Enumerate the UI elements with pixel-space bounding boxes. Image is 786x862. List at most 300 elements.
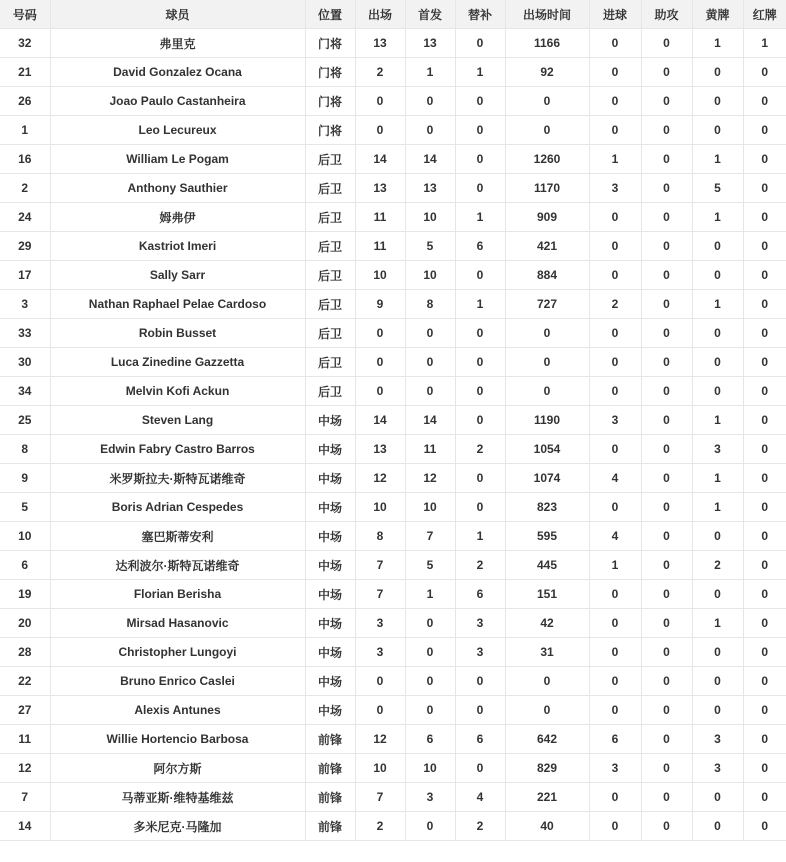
cell-number: 25: [0, 406, 50, 435]
cell-player: Willie Hortencio Barbosa: [50, 725, 305, 754]
cell-player: Leo Lecureux: [50, 116, 305, 145]
cell-substitute: 0: [455, 261, 505, 290]
cell-player: 马蒂亚斯·维特基维兹: [50, 783, 305, 812]
cell-substitute: 3: [455, 638, 505, 667]
cell-goals: 0: [589, 261, 641, 290]
table-row: [0, 754, 786, 783]
cell-minutes: 1170: [505, 174, 589, 203]
cell-goals: 0: [589, 58, 641, 87]
table-row: [0, 812, 786, 841]
cell-starts: 3: [405, 783, 455, 812]
cell-starts: 14: [405, 406, 455, 435]
cell-number: 30: [0, 348, 50, 377]
cell-appearances: 11: [355, 203, 405, 232]
cell-goals: 1: [589, 145, 641, 174]
cell-substitute: 0: [455, 754, 505, 783]
cell-minutes: 884: [505, 261, 589, 290]
col-header-minutes: 出场时间: [505, 0, 589, 29]
table-row: [0, 145, 786, 174]
cell-assists: 0: [641, 580, 692, 609]
cell-substitute: 2: [455, 435, 505, 464]
cell-number: 8: [0, 435, 50, 464]
cell-assists: 0: [641, 29, 692, 58]
cell-minutes: 0: [505, 87, 589, 116]
cell-assists: 0: [641, 667, 692, 696]
cell-yellow-cards: 0: [692, 638, 743, 667]
cell-goals: 0: [589, 116, 641, 145]
cell-position: 后卫: [305, 232, 355, 261]
cell-position: 前锋: [305, 725, 355, 754]
cell-assists: 0: [641, 377, 692, 406]
cell-appearances: 3: [355, 609, 405, 638]
cell-starts: 0: [405, 87, 455, 116]
col-header-goals: 进球: [589, 0, 641, 29]
cell-substitute: 0: [455, 667, 505, 696]
cell-number: 10: [0, 522, 50, 551]
cell-yellow-cards: 0: [692, 812, 743, 841]
cell-goals: 0: [589, 319, 641, 348]
cell-position: 后卫: [305, 290, 355, 319]
cell-player: Edwin Fabry Castro Barros: [50, 435, 305, 464]
cell-assists: 0: [641, 58, 692, 87]
cell-player: David Gonzalez Ocana: [50, 58, 305, 87]
cell-position: 后卫: [305, 319, 355, 348]
cell-goals: 1: [589, 551, 641, 580]
cell-appearances: 14: [355, 145, 405, 174]
cell-appearances: 0: [355, 87, 405, 116]
cell-starts: 0: [405, 348, 455, 377]
cell-player: 达利波尔·斯特瓦诺维奇: [50, 551, 305, 580]
cell-goals: 0: [589, 667, 641, 696]
cell-red-cards: 0: [743, 783, 786, 812]
cell-player: Luca Zinedine Gazzetta: [50, 348, 305, 377]
cell-red-cards: 0: [743, 464, 786, 493]
cell-assists: 0: [641, 145, 692, 174]
cell-player: 阿尔方斯: [50, 754, 305, 783]
cell-substitute: 4: [455, 783, 505, 812]
cell-assists: 0: [641, 696, 692, 725]
cell-appearances: 0: [355, 348, 405, 377]
cell-assists: 0: [641, 232, 692, 261]
cell-player: Melvin Kofi Ackun: [50, 377, 305, 406]
cell-red-cards: 0: [743, 551, 786, 580]
cell-appearances: 7: [355, 580, 405, 609]
cell-position: 门将: [305, 29, 355, 58]
table-row: [0, 551, 786, 580]
cell-position: 中场: [305, 435, 355, 464]
cell-minutes: 0: [505, 667, 589, 696]
cell-player: 姆弗伊: [50, 203, 305, 232]
cell-substitute: 0: [455, 87, 505, 116]
cell-assists: 0: [641, 609, 692, 638]
cell-goals: 0: [589, 87, 641, 116]
cell-assists: 0: [641, 551, 692, 580]
cell-position: 中场: [305, 580, 355, 609]
col-header-player: 球员: [50, 0, 305, 29]
cell-minutes: 1074: [505, 464, 589, 493]
cell-minutes: 92: [505, 58, 589, 87]
cell-position: 后卫: [305, 145, 355, 174]
cell-yellow-cards: 3: [692, 725, 743, 754]
col-header-appearances: 出场: [355, 0, 405, 29]
col-header-starts: 首发: [405, 0, 455, 29]
table-row: [0, 638, 786, 667]
cell-player: 多米尼克·马隆加: [50, 812, 305, 841]
cell-appearances: 12: [355, 464, 405, 493]
cell-starts: 12: [405, 464, 455, 493]
cell-assists: 0: [641, 261, 692, 290]
col-header-assists: 助攻: [641, 0, 692, 29]
cell-player: 米罗斯拉夫·斯特瓦诺维奇: [50, 464, 305, 493]
cell-starts: 6: [405, 725, 455, 754]
cell-assists: 0: [641, 725, 692, 754]
cell-minutes: 727: [505, 290, 589, 319]
cell-yellow-cards: 0: [692, 58, 743, 87]
cell-position: 后卫: [305, 203, 355, 232]
cell-starts: 11: [405, 435, 455, 464]
cell-number: 7: [0, 783, 50, 812]
cell-red-cards: 0: [743, 145, 786, 174]
cell-red-cards: 0: [743, 696, 786, 725]
cell-number: 9: [0, 464, 50, 493]
cell-position: 前锋: [305, 812, 355, 841]
cell-appearances: 0: [355, 377, 405, 406]
cell-yellow-cards: 5: [692, 174, 743, 203]
cell-number: 1: [0, 116, 50, 145]
cell-starts: 1: [405, 58, 455, 87]
cell-goals: 3: [589, 754, 641, 783]
cell-substitute: 0: [455, 145, 505, 174]
cell-player: William Le Pogam: [50, 145, 305, 174]
cell-starts: 10: [405, 754, 455, 783]
cell-assists: 0: [641, 638, 692, 667]
cell-red-cards: 0: [743, 609, 786, 638]
table-row: [0, 783, 786, 812]
cell-red-cards: 0: [743, 87, 786, 116]
cell-minutes: 1190: [505, 406, 589, 435]
cell-yellow-cards: 3: [692, 754, 743, 783]
cell-yellow-cards: 2: [692, 551, 743, 580]
cell-minutes: 0: [505, 319, 589, 348]
cell-number: 16: [0, 145, 50, 174]
cell-substitute: 0: [455, 29, 505, 58]
table-row: [0, 116, 786, 145]
cell-goals: 0: [589, 783, 641, 812]
cell-red-cards: 0: [743, 290, 786, 319]
cell-starts: 0: [405, 319, 455, 348]
cell-starts: 8: [405, 290, 455, 319]
cell-appearances: 3: [355, 638, 405, 667]
cell-position: 中场: [305, 609, 355, 638]
cell-number: 24: [0, 203, 50, 232]
cell-position: 中场: [305, 638, 355, 667]
cell-yellow-cards: 0: [692, 783, 743, 812]
cell-red-cards: 0: [743, 174, 786, 203]
cell-minutes: 642: [505, 725, 589, 754]
table-row: [0, 319, 786, 348]
cell-assists: 0: [641, 203, 692, 232]
cell-number: 32: [0, 29, 50, 58]
col-header-number: 号码: [0, 0, 50, 29]
cell-goals: 4: [589, 464, 641, 493]
cell-starts: 0: [405, 609, 455, 638]
cell-position: 中场: [305, 551, 355, 580]
cell-minutes: 823: [505, 493, 589, 522]
cell-minutes: 221: [505, 783, 589, 812]
cell-substitute: 0: [455, 493, 505, 522]
cell-number: 26: [0, 87, 50, 116]
cell-minutes: 1260: [505, 145, 589, 174]
cell-red-cards: 0: [743, 406, 786, 435]
cell-minutes: 1166: [505, 29, 589, 58]
cell-number: 6: [0, 551, 50, 580]
cell-red-cards: 0: [743, 203, 786, 232]
cell-substitute: 1: [455, 290, 505, 319]
cell-number: 20: [0, 609, 50, 638]
cell-red-cards: 0: [743, 754, 786, 783]
cell-number: 19: [0, 580, 50, 609]
cell-goals: 0: [589, 348, 641, 377]
cell-player: Boris Adrian Cespedes: [50, 493, 305, 522]
cell-position: 前锋: [305, 754, 355, 783]
cell-player: Christopher Lungoyi: [50, 638, 305, 667]
cell-goals: 0: [589, 609, 641, 638]
cell-substitute: 0: [455, 348, 505, 377]
cell-starts: 13: [405, 174, 455, 203]
cell-minutes: 40: [505, 812, 589, 841]
cell-position: 门将: [305, 87, 355, 116]
cell-goals: 0: [589, 232, 641, 261]
cell-assists: 0: [641, 754, 692, 783]
cell-minutes: 421: [505, 232, 589, 261]
cell-goals: 0: [589, 493, 641, 522]
cell-substitute: 0: [455, 319, 505, 348]
table-row: [0, 174, 786, 203]
cell-substitute: 0: [455, 377, 505, 406]
cell-assists: 0: [641, 812, 692, 841]
cell-player: Steven Lang: [50, 406, 305, 435]
cell-yellow-cards: 0: [692, 580, 743, 609]
table-row: [0, 580, 786, 609]
cell-yellow-cards: 0: [692, 116, 743, 145]
cell-player: Robin Busset: [50, 319, 305, 348]
cell-position: 前锋: [305, 783, 355, 812]
cell-appearances: 0: [355, 319, 405, 348]
cell-appearances: 13: [355, 174, 405, 203]
cell-substitute: 6: [455, 232, 505, 261]
cell-yellow-cards: 1: [692, 406, 743, 435]
cell-red-cards: 0: [743, 261, 786, 290]
cell-yellow-cards: 0: [692, 348, 743, 377]
cell-position: 后卫: [305, 377, 355, 406]
cell-red-cards: 0: [743, 522, 786, 551]
cell-position: 门将: [305, 116, 355, 145]
cell-starts: 14: [405, 145, 455, 174]
table-row: [0, 406, 786, 435]
cell-substitute: 0: [455, 116, 505, 145]
cell-appearances: 8: [355, 522, 405, 551]
cell-assists: 0: [641, 87, 692, 116]
cell-assists: 0: [641, 116, 692, 145]
cell-starts: 10: [405, 261, 455, 290]
cell-number: 3: [0, 290, 50, 319]
cell-position: 中场: [305, 667, 355, 696]
cell-goals: 0: [589, 29, 641, 58]
cell-goals: 0: [589, 203, 641, 232]
cell-appearances: 13: [355, 435, 405, 464]
cell-appearances: 11: [355, 232, 405, 261]
cell-red-cards: 0: [743, 319, 786, 348]
cell-yellow-cards: 0: [692, 667, 743, 696]
cell-appearances: 12: [355, 725, 405, 754]
cell-player: Sally Sarr: [50, 261, 305, 290]
cell-red-cards: 0: [743, 667, 786, 696]
cell-position: 中场: [305, 493, 355, 522]
cell-minutes: 42: [505, 609, 589, 638]
cell-number: 33: [0, 319, 50, 348]
cell-number: 11: [0, 725, 50, 754]
cell-number: 5: [0, 493, 50, 522]
cell-starts: 0: [405, 638, 455, 667]
col-header-substitute: 替补: [455, 0, 505, 29]
table-row: [0, 522, 786, 551]
table-header: [0, 0, 786, 29]
cell-number: 22: [0, 667, 50, 696]
cell-red-cards: 0: [743, 116, 786, 145]
cell-player: Anthony Sauthier: [50, 174, 305, 203]
cell-red-cards: 1: [743, 29, 786, 58]
cell-red-cards: 0: [743, 812, 786, 841]
cell-yellow-cards: 0: [692, 696, 743, 725]
cell-assists: 0: [641, 319, 692, 348]
header-row: [0, 0, 786, 29]
cell-starts: 0: [405, 377, 455, 406]
table-row: [0, 609, 786, 638]
cell-yellow-cards: 1: [692, 493, 743, 522]
cell-position: 中场: [305, 522, 355, 551]
cell-starts: 0: [405, 667, 455, 696]
table-row: [0, 377, 786, 406]
cell-goals: 0: [589, 580, 641, 609]
table-row: [0, 464, 786, 493]
cell-minutes: 31: [505, 638, 589, 667]
cell-yellow-cards: 3: [692, 435, 743, 464]
cell-player: 塞巴斯蒂安利: [50, 522, 305, 551]
cell-minutes: 0: [505, 116, 589, 145]
cell-appearances: 0: [355, 696, 405, 725]
table-row: [0, 87, 786, 116]
col-header-position: 位置: [305, 0, 355, 29]
cell-goals: 3: [589, 174, 641, 203]
table-body: [0, 29, 786, 841]
cell-position: 中场: [305, 406, 355, 435]
cell-appearances: 9: [355, 290, 405, 319]
cell-minutes: 0: [505, 696, 589, 725]
cell-player: Joao Paulo Castanheira: [50, 87, 305, 116]
cell-substitute: 6: [455, 580, 505, 609]
cell-red-cards: 0: [743, 725, 786, 754]
cell-player: Mirsad Hasanovic: [50, 609, 305, 638]
cell-yellow-cards: 1: [692, 29, 743, 58]
cell-red-cards: 0: [743, 377, 786, 406]
table-row: [0, 232, 786, 261]
cell-appearances: 10: [355, 493, 405, 522]
cell-yellow-cards: 0: [692, 87, 743, 116]
cell-starts: 0: [405, 696, 455, 725]
cell-goals: 0: [589, 696, 641, 725]
cell-goals: 0: [589, 638, 641, 667]
cell-goals: 0: [589, 435, 641, 464]
cell-red-cards: 0: [743, 435, 786, 464]
table-row: [0, 29, 786, 58]
cell-goals: 4: [589, 522, 641, 551]
cell-number: 14: [0, 812, 50, 841]
cell-minutes: 595: [505, 522, 589, 551]
cell-appearances: 10: [355, 754, 405, 783]
cell-yellow-cards: 0: [692, 232, 743, 261]
cell-yellow-cards: 0: [692, 261, 743, 290]
cell-starts: 0: [405, 812, 455, 841]
cell-minutes: 445: [505, 551, 589, 580]
cell-starts: 13: [405, 29, 455, 58]
cell-red-cards: 0: [743, 232, 786, 261]
cell-starts: 0: [405, 116, 455, 145]
cell-assists: 0: [641, 174, 692, 203]
cell-appearances: 10: [355, 261, 405, 290]
cell-red-cards: 0: [743, 58, 786, 87]
table-row: [0, 290, 786, 319]
cell-position: 中场: [305, 464, 355, 493]
cell-yellow-cards: 0: [692, 522, 743, 551]
cell-minutes: 909: [505, 203, 589, 232]
cell-player: Alexis Antunes: [50, 696, 305, 725]
cell-position: 门将: [305, 58, 355, 87]
table-row: [0, 348, 786, 377]
table-row: [0, 493, 786, 522]
cell-yellow-cards: 1: [692, 145, 743, 174]
cell-appearances: 2: [355, 812, 405, 841]
cell-number: 29: [0, 232, 50, 261]
cell-substitute: 2: [455, 551, 505, 580]
cell-minutes: 0: [505, 348, 589, 377]
cell-assists: 0: [641, 493, 692, 522]
cell-yellow-cards: 1: [692, 290, 743, 319]
cell-yellow-cards: 1: [692, 464, 743, 493]
cell-yellow-cards: 0: [692, 377, 743, 406]
cell-assists: 0: [641, 406, 692, 435]
cell-number: 12: [0, 754, 50, 783]
cell-appearances: 7: [355, 551, 405, 580]
table-row: [0, 696, 786, 725]
cell-minutes: 151: [505, 580, 589, 609]
cell-player: Kastriot Imeri: [50, 232, 305, 261]
cell-minutes: 0: [505, 377, 589, 406]
cell-substitute: 0: [455, 174, 505, 203]
cell-assists: 0: [641, 348, 692, 377]
cell-substitute: 1: [455, 58, 505, 87]
cell-red-cards: 0: [743, 580, 786, 609]
cell-position: 中场: [305, 696, 355, 725]
cell-goals: 3: [589, 406, 641, 435]
cell-appearances: 13: [355, 29, 405, 58]
cell-appearances: 0: [355, 116, 405, 145]
table-row: [0, 261, 786, 290]
cell-red-cards: 0: [743, 348, 786, 377]
cell-yellow-cards: 0: [692, 319, 743, 348]
cell-number: 34: [0, 377, 50, 406]
cell-appearances: 7: [355, 783, 405, 812]
cell-appearances: 0: [355, 667, 405, 696]
